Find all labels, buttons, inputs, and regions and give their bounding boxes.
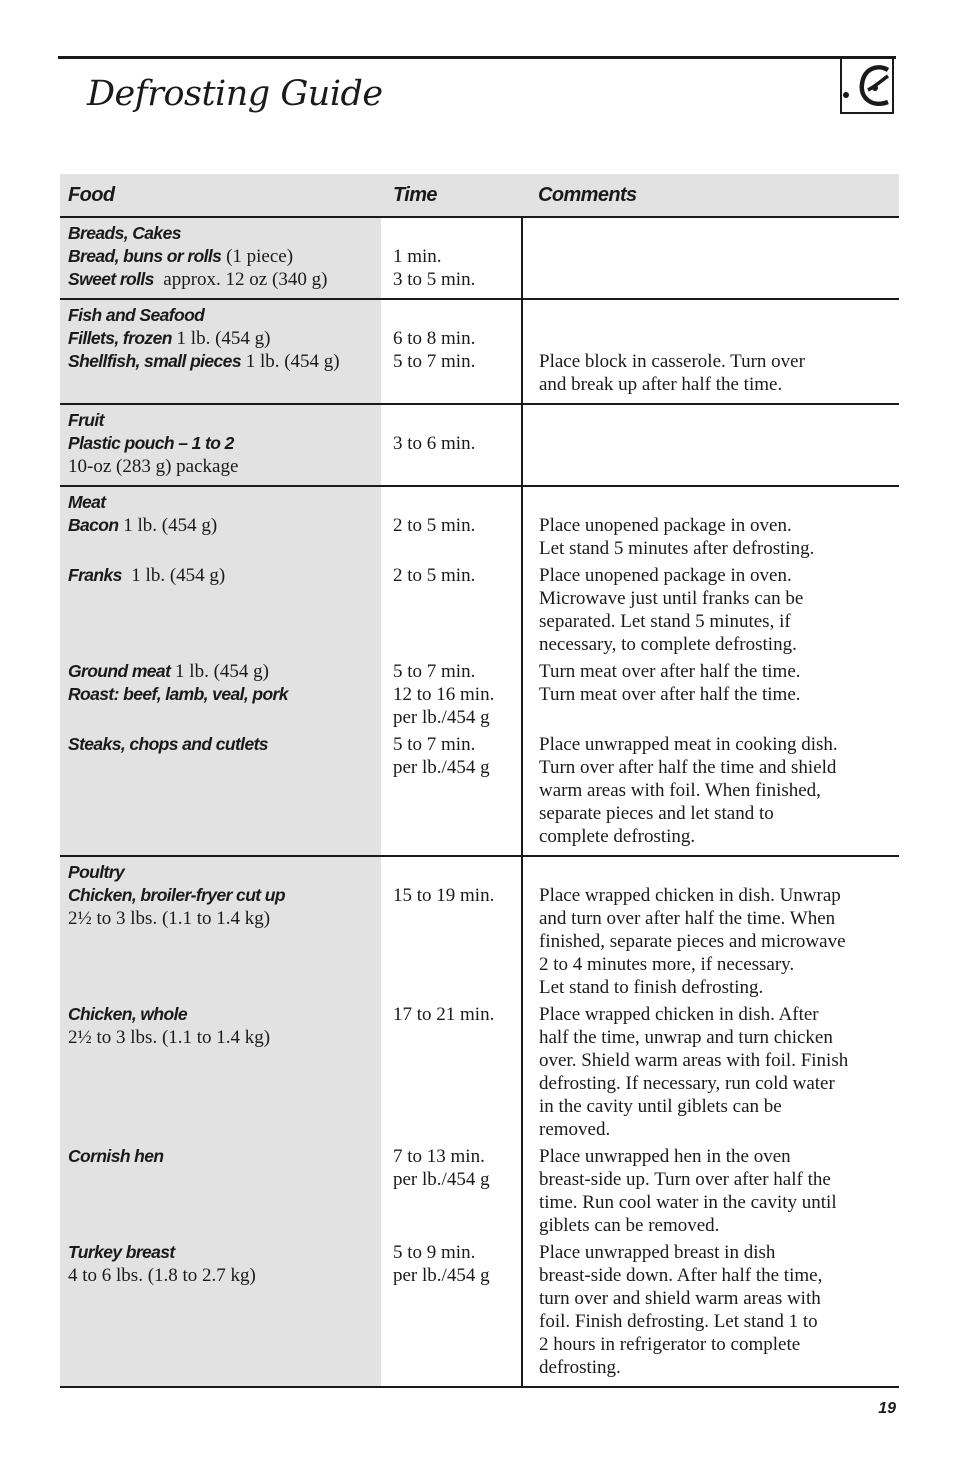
food-cell <box>60 217 381 299</box>
food-name: Franks <box>68 565 122 585</box>
comment-text: Place unwrapped hen in the oven <box>539 1146 791 1167</box>
comment-text: separate pieces and let stand to <box>539 803 774 824</box>
comment-text: defrosting. If necessary, run cold water <box>539 1073 835 1094</box>
header-time: Time <box>381 174 522 217</box>
comment-text: defrosting. <box>539 1357 621 1378</box>
header-comments: Comments <box>522 174 899 217</box>
page-number: 19 <box>878 1400 896 1417</box>
time-unit: per lb./454 g <box>393 757 490 778</box>
comment-text: and turn over after half the time. When <box>539 908 836 929</box>
comment-cell <box>522 856 899 1387</box>
comment-text: Place block in casserole. Turn over <box>539 351 805 372</box>
time-value: 12 to 16 min. <box>393 684 495 705</box>
comment-text: finished, separate pieces and microwave <box>539 931 846 952</box>
food-name: Steaks, chops and cutlets <box>68 734 268 754</box>
time-cell <box>381 299 522 404</box>
comment-cell <box>522 404 899 486</box>
brand-logo-icon <box>842 56 892 112</box>
comment-text: Place wrapped chicken in dish. After <box>539 1004 819 1025</box>
food-name: Bacon <box>68 515 119 535</box>
food-quantity: approx. 12 oz (340 g) <box>163 269 328 290</box>
comment-text: giblets can be removed. <box>539 1215 720 1236</box>
comment-text: Place wrapped chicken in dish. Unwrap <box>539 885 841 906</box>
food-quantity: 4 to 6 lbs. (1.8 to 2.7 kg) <box>68 1265 256 1286</box>
food-quantity: 1 lb. (454 g) <box>245 351 340 372</box>
time-value: 17 to 21 min. <box>393 1004 495 1025</box>
food-cell <box>60 299 381 404</box>
table-row-poultry <box>60 856 899 1387</box>
table-row-breads <box>60 217 899 299</box>
food-cell <box>60 856 381 1387</box>
food-quantity: 2½ to 3 lbs. (1.1 to 1.4 kg) <box>68 1027 271 1048</box>
time-cell <box>381 217 522 299</box>
category-label: Fruit <box>68 410 104 430</box>
food-name: Roast: beef, lamb, veal, pork <box>68 684 288 704</box>
time-value: 7 to 13 min. <box>393 1146 485 1167</box>
time-unit: per lb./454 g <box>393 1265 490 1286</box>
food-name: Plastic pouch – 1 to 2 <box>68 433 234 453</box>
food-name: Cornish hen <box>68 1146 164 1166</box>
comment-text: in the cavity until giblets can be <box>539 1096 782 1117</box>
table-row-meat <box>60 486 899 856</box>
food-quantity: (1 piece) <box>226 246 294 267</box>
comment-text: complete defrosting. <box>539 826 696 847</box>
comment-text: time. Run cool water in the cavity until <box>539 1192 837 1213</box>
comment-cell <box>522 217 899 299</box>
comment-cell <box>522 299 899 404</box>
time-value: 3 to 6 min. <box>393 433 476 454</box>
comment-text: Place unopened package in oven. <box>539 565 792 586</box>
comment-text: necessary, to complete defrosting. <box>539 634 797 655</box>
time-value: 2 to 5 min. <box>393 565 476 586</box>
comment-text: Turn meat over after half the time. <box>539 661 801 682</box>
comment-text: 2 to 4 minutes more, if necessary. <box>539 954 795 975</box>
table-header-row <box>60 174 899 217</box>
comment-text: Microwave just until franks can be <box>539 588 804 609</box>
time-value: 2 to 5 min. <box>393 515 476 536</box>
food-name: Bread, buns or rolls <box>68 246 222 266</box>
category-label: Poultry <box>68 862 125 882</box>
time-cell <box>381 856 522 1387</box>
comment-text: over. Shield warm areas with foil. Finish <box>539 1050 849 1071</box>
comment-text: turn over and shield warm areas with <box>539 1288 821 1309</box>
time-value: 5 to 7 min. <box>393 661 476 682</box>
food-quantity: 1 lb. (454 g) <box>131 565 226 586</box>
comment-text: separated. Let stand 5 minutes, if <box>539 611 791 632</box>
comment-text: and break up after half the time. <box>539 374 783 395</box>
table-row-fruit <box>60 404 899 486</box>
time-value: 3 to 5 min. <box>393 269 476 290</box>
comment-text: Turn meat over after half the time. <box>539 684 801 705</box>
food-name: Fillets, frozen <box>68 328 172 348</box>
time-value: 5 to 9 min. <box>393 1242 476 1263</box>
category-label: Meat <box>68 492 106 512</box>
time-value: 5 to 7 min. <box>393 351 476 372</box>
comment-text: Let stand to finish defrosting. <box>539 977 764 998</box>
food-name: Chicken, whole <box>68 1004 187 1024</box>
comment-text: Place unwrapped breast in dish <box>539 1242 776 1263</box>
time-unit: per lb./454 g <box>393 707 490 728</box>
food-cell <box>60 486 381 856</box>
comment-text: Place unopened package in oven. <box>539 515 792 536</box>
time-value: 15 to 19 min. <box>393 885 495 906</box>
comment-cell <box>522 486 899 856</box>
header-food: Food <box>60 174 381 217</box>
comment-text: 2 hours in refrigerator to complete <box>539 1334 801 1355</box>
comment-text: Let stand 5 minutes after defrosting. <box>539 538 815 559</box>
food-name: Sweet rolls <box>68 269 154 289</box>
top-rule <box>58 56 896 59</box>
comment-text: warm areas with foil. When finished, <box>539 780 821 801</box>
time-unit: per lb./454 g <box>393 1169 490 1190</box>
comment-text: Turn over after half the time and shield <box>539 757 837 778</box>
comment-text: half the time, unwrap and turn chicken <box>539 1027 833 1048</box>
comment-text: Place unwrapped meat in cooking dish. <box>539 734 838 755</box>
food-name: Shellfish, small pieces <box>68 351 241 371</box>
food-quantity: 1 lb. (454 g) <box>123 515 218 536</box>
brand-logo <box>840 56 894 114</box>
time-value: 6 to 8 min. <box>393 328 476 349</box>
defrosting-table <box>60 174 899 1388</box>
food-name: Chicken, broiler-fryer cut up <box>68 885 285 905</box>
category-label: Fish and Seafood <box>68 305 205 325</box>
time-cell <box>381 486 522 856</box>
comment-text: foil. Finish defrosting. Let stand 1 to <box>539 1311 818 1332</box>
food-quantity: 1 lb. (454 g) <box>176 328 271 349</box>
food-cell <box>60 404 381 486</box>
food-quantity: 1 lb. (454 g) <box>175 661 269 682</box>
category-label: Breads, Cakes <box>68 223 181 243</box>
food-name: Ground meat <box>68 661 171 681</box>
comment-text: removed. <box>539 1119 611 1140</box>
table-row-fish <box>60 299 899 404</box>
comment-text: breast-side up. Turn over after half the <box>539 1169 831 1190</box>
food-quantity: 10-oz (283 g) package <box>68 456 239 477</box>
food-quantity: 2½ to 3 lbs. (1.1 to 1.4 kg) <box>68 908 271 929</box>
comment-text: breast-side down. After half the time, <box>539 1265 823 1286</box>
page-title: Defrosting Guide <box>87 74 383 114</box>
time-value: 5 to 7 min. <box>393 734 476 755</box>
time-cell <box>381 404 522 486</box>
time-value: 1 min. <box>393 246 442 267</box>
food-name: Turkey breast <box>68 1242 175 1262</box>
